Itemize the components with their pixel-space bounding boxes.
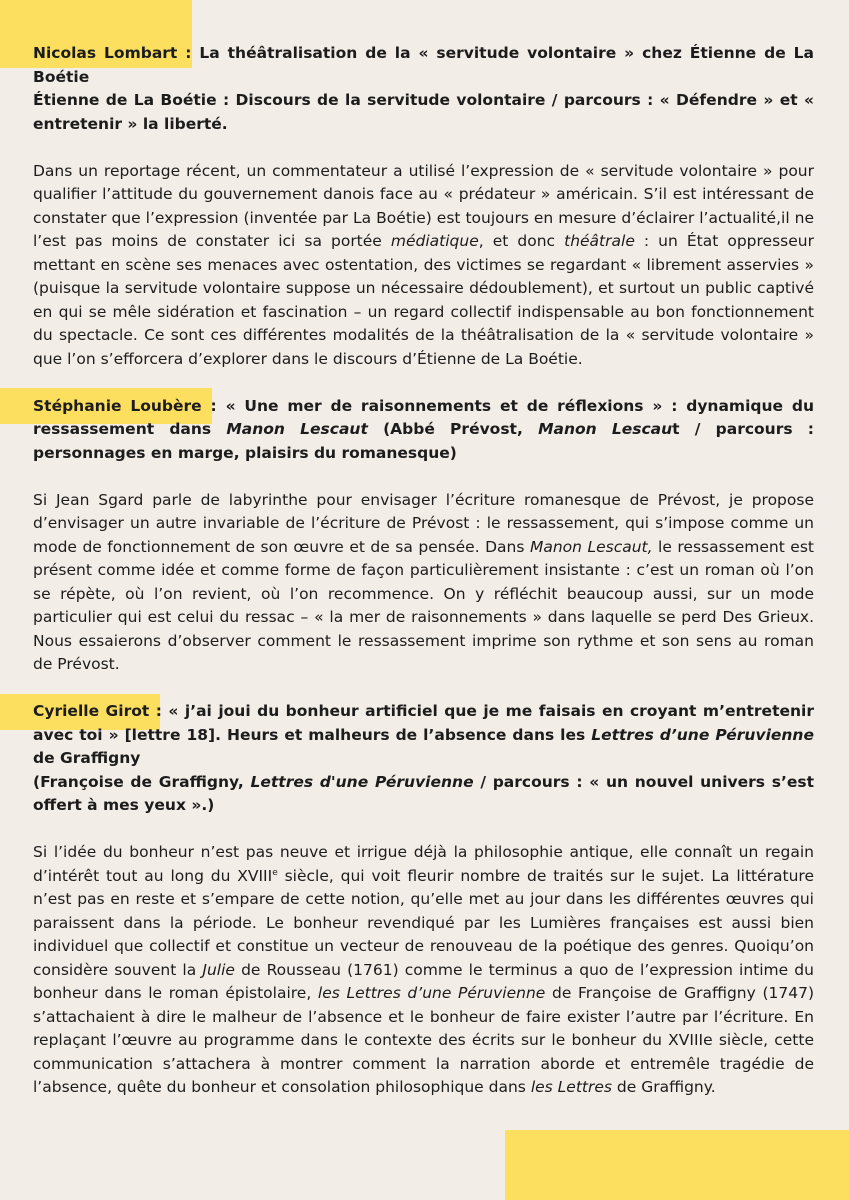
abstract-emphasis: Julie <box>202 960 235 979</box>
abstract-emphasis: les Lettres d’une Péruvienne <box>317 984 546 1002</box>
section-lombart <box>33 42 814 371</box>
section-heading <box>33 42 814 136</box>
superscript: e <box>272 867 278 878</box>
title-line <box>33 700 814 771</box>
author-name: Nicolas Lombart : <box>33 44 192 62</box>
abstract-emphasis: théâtrale <box>564 232 635 250</box>
subtitle-text: (Françoise de Graffigny, <box>33 772 244 791</box>
abstract-text: Si Jean Sgard parle de labyrinthe pour envisager l’écriture romanesque de Prévost, je propose d’envisager un autre invariable de l’écriture de Prévost : le ressassement, qui s’impose comme un mode de fonctionnement de son œuvre et de sa pensée. Dans <box>33 490 814 556</box>
section-title: (Abbé Prévost, <box>383 420 523 438</box>
subtitle-emphasis: Lettres d'une Péruvienne <box>250 772 474 791</box>
section-title: La théâtralisation de la « servitude volontaire » chez Étienne de La Boétie <box>33 44 814 86</box>
title-emphasis: Lettres d’une Péruvienne <box>591 725 814 744</box>
abstract-text: de Rousseau (1761) comme le terminus a quo de l’expression intime du bonheur dans le roman épistolaire, <box>33 960 814 1002</box>
section-title: de Graffigny <box>33 749 141 767</box>
abstract-text: de Françoise de Graffigny (1747) s’attachaient à dire le malheur de l’absence et le bonheur de faire exister l’autre par l’écriture. En replaçant l’œuvre au programme dans le contexte des écrits sur le bonheur du XVIIIe siècle, cette communication s’attachera à montrer comment la narration aborde et entremêle tragédie de l’absence, quête du bonheur et consolation philosophique dans <box>33 984 814 1096</box>
author-name: Stéphanie Loubère : <box>33 396 217 415</box>
abstract-text: , et donc <box>478 232 556 250</box>
section-title: « j’ai joui du bonheur artificiel que je me faisais en croyant m’entretenir avec toi » [lettre 18]. Heurs et malheurs de l’absence dans les <box>33 702 814 744</box>
abstract-paragraph <box>33 841 814 1100</box>
abstract-paragraph <box>33 489 814 677</box>
document-body <box>33 42 814 1100</box>
accent-block-bottom <box>505 1130 849 1200</box>
section-heading <box>33 700 814 818</box>
subtitle-text: / parcours : « un nouvel univers s’est offert à mes yeux ».) <box>33 772 814 814</box>
title-line <box>33 42 814 89</box>
section-title: « Une mer de raisonnements et de réflexions » : dynamique du ressassement dans <box>33 396 814 438</box>
title-emphasis: Manon Lescaut <box>226 420 368 438</box>
section-loubere <box>33 395 814 677</box>
abstract-emphasis: Manon Lescaut, <box>529 537 653 556</box>
section-girot <box>33 700 814 1100</box>
abstract-emphasis: les Lettres <box>530 1078 612 1096</box>
abstract-text: Si l’idée du bonheur n’est pas neuve et irrigue déjà la philosophie antique, elle connaît un regain d’intérêt tout au long du XVIII <box>33 843 814 885</box>
section-title: t / parcours : personnages en marge, plaisirs du romanesque) <box>33 420 814 462</box>
section-subtitle <box>33 771 814 818</box>
section-subtitle: Étienne de La Boétie : Discours de la servitude volontaire / parcours : « Défendre » et « entretenir » la liberté. <box>33 91 814 133</box>
author-name: Cyrielle Girot : <box>33 702 162 720</box>
abstract-emphasis: médiatique <box>390 232 479 250</box>
abstract-text: le ressassement est présent comme idée et comme forme de façon particulièrement insistante : c’est un roman où l’on se répète, où l’on revient, où l’on recommence. On y réfléchit beaucoup aussi, sur un mode particulier qui est celui du ressac – « la mer de raisonnements » dans laquelle se perd Des Grieux. Nous essaierons d’observer comment le ressassement imprime son rythme et son sens au roman de Prévost. <box>33 537 814 673</box>
title-emphasis: Manon Lescau <box>538 420 673 438</box>
abstract-paragraph <box>33 160 814 372</box>
abstract-text: siècle, qui voit fleurir nombre de traités sur le sujet. La littérature n’est pas en reste et s’empare de cette notion, qu’elle met au jour dans les différentes œuvres qui paraissent dans la période. Le bonheur revendiqué par les Lumières françaises est aussi bien individuel que collectif et constitue un vecteur de renouveau de la poétique des genres. Quoiqu’on considère souvent la <box>33 866 815 979</box>
abstract-text: Dans un reportage récent, un commentateur a utilisé l’expression de « servitude volontaire » pour qualifier l’attitude du gouvernement danois face au « prédateur » américain. S’il est intéressant de constater que l’expression (inventée par La Boétie) est toujours en mesure d’éclairer l’actualité,il ne l’est pas moins de constater ici sa portée <box>33 161 814 250</box>
section-heading <box>33 395 814 466</box>
abstract-text: de Graffigny. <box>616 1078 716 1096</box>
abstract-text: : un État oppresseur mettant en scène ses menaces avec ostentation, des victimes se regardant « librement asservies » (puisque la servitude volontaire suppose un nécessaire dédoublement), et surtout un public captivé en qui se mêle sidération et fascination – un regard collectif indispensable au bon fonctionnement du spectacle. Ce sont ces différentes modalités de la théâtralisation de la « servitude volontaire » que l’on s’efforcera d’explorer dans le discours d’Étienne de La Boétie. <box>33 232 814 368</box>
